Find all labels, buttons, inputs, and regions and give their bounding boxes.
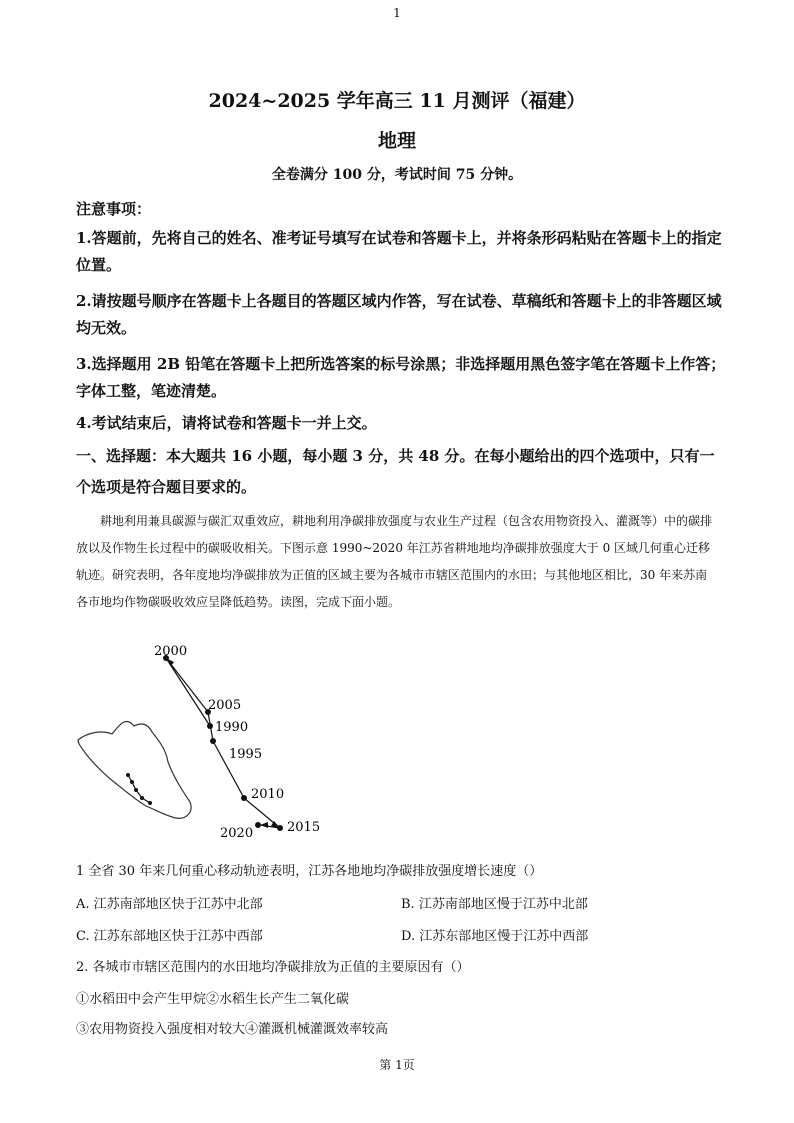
question-1-option-d: D. 江苏东部地区慢于江苏中西部 — [401, 929, 589, 944]
passage-text: 耕地利用兼具碳源与碳汇双重效应，耕地利用净碳排放强度与农业生产过程（包含农用物资投入、灌溉等）中的碳排放以及作物生长过程中的碳吸收相关。下图示意 1990~2020 年江苏省耕地地均净碳排放强度大于 0 区域几何重心迁移轨迹。研究表明，各年度地均净碳排放为正值的区域主要为各城市市辖区范围内的水田；与其他地区相比，30 年来苏南各市地均作物碳吸收效应呈降低趋势。读图，完成下面小题。 — [76, 514, 713, 609]
question-2-stem: 2. 各城市市辖区范围内的水田地均净碳排放为正值的主要原因有（） — [76, 960, 470, 975]
label-1990: 1990 — [215, 720, 249, 735]
label-2000: 2000 — [154, 644, 188, 659]
notice-item-4: 4.考试结束后，请将试卷和答题卡一并上交。 — [76, 414, 377, 432]
point-1990 — [207, 723, 213, 729]
notice-item-2: 2.请按题号顺序在答题卡上各题目的答题区域内作答，写在试卷、草稿纸和答题卡上的非答题区域均无效。 — [76, 292, 722, 337]
mini-trajectory — [128, 775, 150, 803]
centroid-trajectory-figure — [70, 640, 360, 845]
label-1995: 1995 — [229, 747, 263, 762]
arrow-head — [260, 822, 268, 828]
subject-title: 地理 — [377, 130, 416, 152]
page-footer: 第 1页 — [379, 1058, 415, 1072]
question-2-line-1: ①水稻田中会产生甲烷②水稻生长产生二氧化碳 — [76, 992, 350, 1007]
notice-item-1: 1.答题前，先将自己的姓名、准考证号填写在试卷和答题卡上，并将条形码粘贴在答题卡上的指定位置。 — [76, 229, 722, 274]
point-2015 — [277, 825, 283, 831]
page-number-top: 1 — [393, 6, 401, 20]
point-2010 — [241, 795, 247, 801]
point-2020 — [255, 822, 261, 828]
trajectory-1990-2000 — [166, 658, 210, 726]
section-heading: 一、选择题：本大题共 16 小题，每小题 3 分，共 48 分。在每小题给出的四个选项中，只有一个选项是符合题目要求的。 — [76, 447, 715, 496]
mini-point — [130, 780, 134, 784]
mini-point — [148, 801, 152, 805]
full-score-note: 全卷满分 100 分，考试时间 75 分钟。 — [271, 167, 523, 183]
mini-point — [126, 773, 130, 777]
label-2020: 2020 — [220, 826, 254, 841]
point-1995 — [210, 738, 216, 744]
trajectory-2000-2005 — [166, 658, 208, 712]
notice-heading: 注意事项： — [76, 200, 152, 218]
notice-item-3: 3.选择题用 2B 铅笔在答题卡上把所选答案的标号涂黑；非选择题用黑色签字笔在答题卡上作答；字体工整，笔迹清楚。 — [76, 355, 726, 400]
question-1-option-c: C. 江苏东部地区快于江苏中西部 — [76, 929, 263, 944]
label-2015: 2015 — [287, 820, 321, 835]
question-1-option-b: B. 江苏南部地区慢于江苏中北部 — [401, 897, 588, 912]
mini-point — [134, 788, 138, 792]
label-2005: 2005 — [208, 698, 242, 713]
question-2-line-2: ③农用物资投入强度相对较大④灌溉机械灌溉效率较高 — [76, 1022, 389, 1037]
question-1-option-a: A. 江苏南部地区快于江苏中北部 — [76, 897, 263, 912]
label-2010: 2010 — [251, 787, 285, 802]
question-1-stem: 1 全省 30 年来几何重心移动轨迹表明，江苏各地地均净碳排放强度增长速度（） — [76, 864, 543, 879]
mini-point — [140, 796, 144, 800]
jiangsu-outline — [78, 721, 191, 818]
exam-title: 2024~2025 学年高三 11 月测评（福建） — [208, 90, 586, 112]
